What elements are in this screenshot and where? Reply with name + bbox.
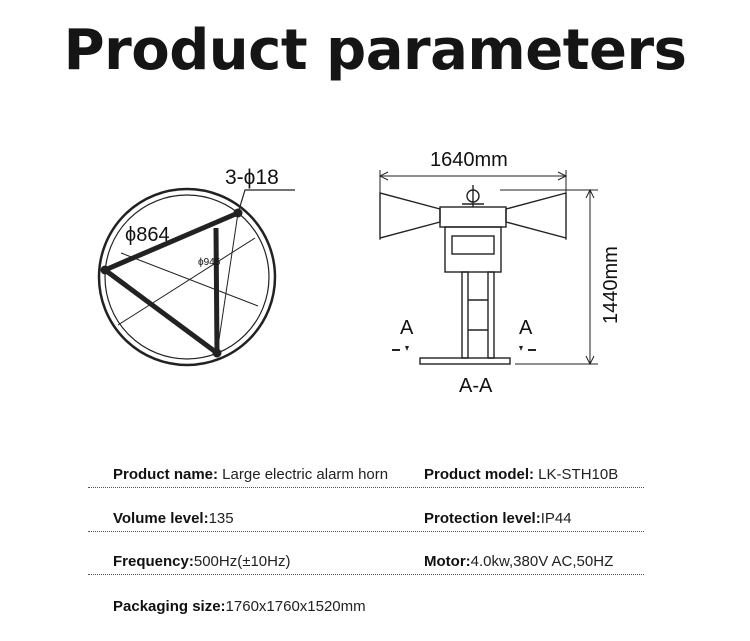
outer-diameter-label: ϕ945 (198, 257, 221, 268)
spec-product-model-label: Product model: (424, 466, 535, 483)
page-title: Product parameters (63, 18, 687, 83)
divider (88, 574, 644, 575)
spec-volume-level-label: Volume level: (113, 510, 209, 527)
spec-frequency (113, 553, 290, 570)
spec-motor-value: 4.0kw,380V AC,50HZ (470, 553, 614, 570)
spec-volume-level-value: 135 (208, 510, 234, 527)
section-marker-right: A (519, 317, 533, 339)
spec-protection-level (424, 510, 572, 527)
spec-volume-level (113, 510, 234, 527)
height-dimension-label: 1440mm (600, 246, 622, 324)
spec-product-model (424, 466, 618, 483)
hole-dimension-label: 3-ϕ18 (225, 166, 279, 189)
spec-product-name (113, 466, 388, 483)
spec-packaging-size-label: Packaging size: (113, 598, 226, 615)
spec-frequency-label: Frequency: (113, 553, 194, 570)
spec-product-name-label: Product name: (113, 466, 219, 483)
spec-packaging-size (113, 598, 366, 615)
spec-frequency-value: 500Hz(±10Hz) (193, 553, 291, 570)
divider (88, 487, 644, 488)
section-arrow-right-icon (519, 346, 523, 351)
spec-motor (424, 553, 613, 570)
width-dimension-label: 1640mm (430, 149, 508, 171)
section-marker-left: A (400, 317, 414, 339)
spec-protection-level-value: IP44 (540, 510, 572, 527)
section-arrow-left-icon (405, 346, 409, 351)
divider (88, 531, 644, 532)
section-label: A-A (459, 375, 493, 397)
spec-packaging-size-value: 1760x1760x1520mm (225, 598, 366, 615)
inner-diameter-label: ϕ864 (125, 224, 170, 246)
spec-product-model-value: LK-STH10B (534, 466, 619, 483)
spec-motor-label: Motor: (424, 553, 471, 570)
spec-product-name-value: Large electric alarm horn (218, 466, 389, 483)
top-view (99, 189, 295, 365)
spec-protection-level-label: Protection level: (424, 510, 541, 527)
